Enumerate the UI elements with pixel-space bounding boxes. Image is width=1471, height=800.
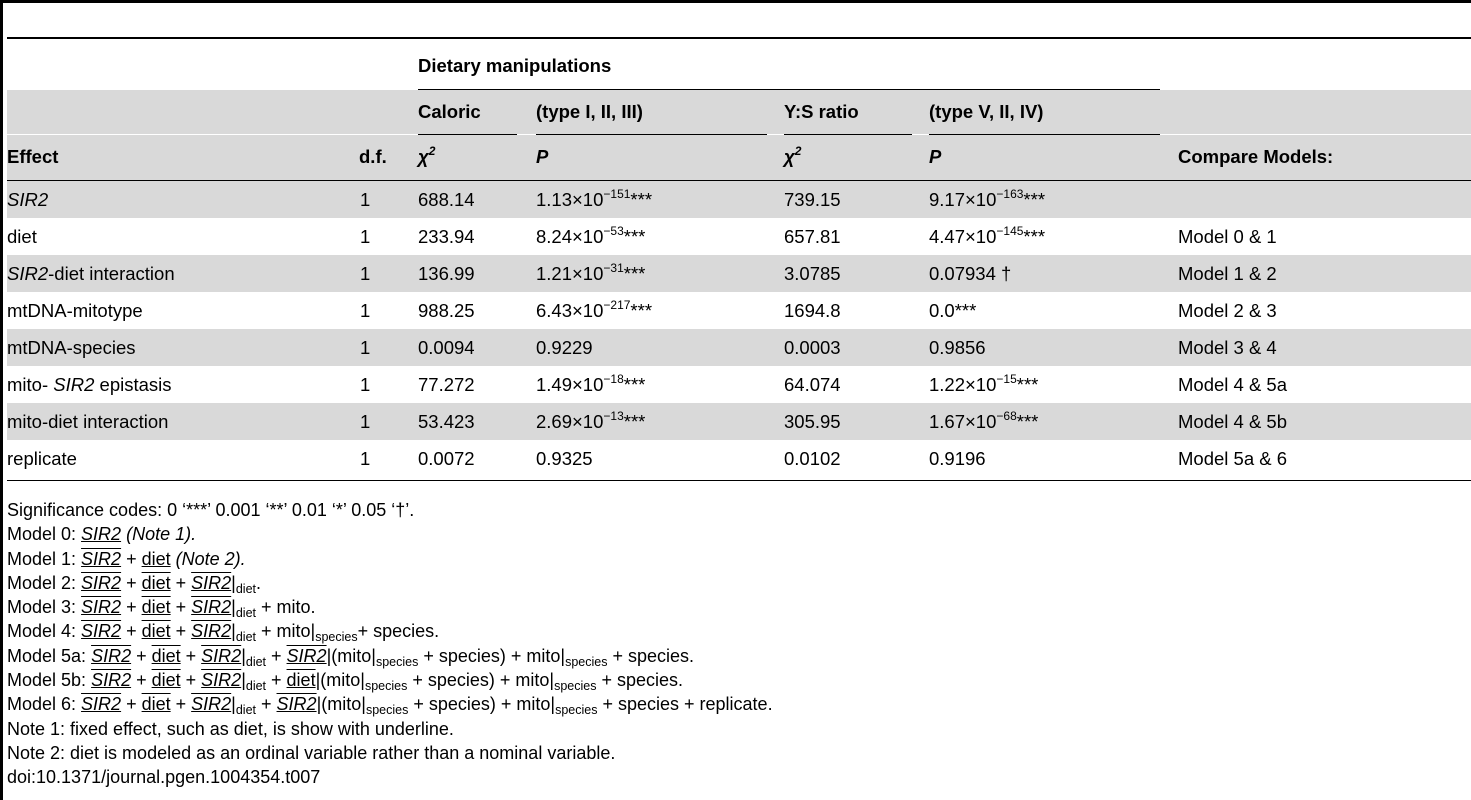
caloric-p-cell: $1.49\times 10^{-18}***$ (536, 372, 646, 395)
caloric-chi-cell: 0.0072 (418, 448, 475, 469)
caloric-chi-cell: 233.94 (418, 226, 475, 247)
compare-cell: Model 1 & 2 (1178, 263, 1277, 284)
table-bottom-rule (7, 480, 1471, 481)
ys-p-cell: $4.47\times 10^{-145}***$ (929, 224, 1046, 247)
df-cell: 1 (360, 189, 371, 210)
frame-top-border (0, 0, 1471, 3)
caloric-chi-cell: 988.25 (418, 300, 475, 321)
compare-cell: Model 4 & 5b (1178, 411, 1288, 432)
caloric-chi-cell: 0.0094 (418, 337, 475, 358)
group-label: Dietary manipulations (418, 55, 612, 76)
significance-note: Significance codes: 0 ‘***’ 0.001 ‘**’ 0.01 ‘*’ 0.05 ‘†’. (7, 500, 415, 520)
caloric-p-cell: $2.69\times 10^{-13}***$ (536, 409, 646, 432)
compare-header: Compare Models: (1178, 146, 1334, 167)
df-header: d.f. (359, 146, 387, 167)
ys-chi-cell: 64.074 (784, 374, 841, 395)
ys-p-cell: 0.0*** (929, 300, 977, 321)
table-row (7, 255, 1471, 292)
caloric-p-header: P (536, 146, 549, 167)
effect-cell: diet (7, 226, 37, 247)
table-row (7, 329, 1471, 366)
table-row (7, 403, 1471, 440)
caloric-chi-cell: 136.99 (418, 263, 475, 284)
ys-p-cell: $9.17\times 10^{-163}***$ (929, 187, 1046, 210)
df-cell: 1 (360, 337, 371, 358)
ys-p-cell: 0.9196 (929, 448, 986, 469)
df-cell: 1 (360, 263, 371, 284)
compare-cell: Model 4 & 5a (1178, 374, 1288, 395)
table-row (7, 440, 1471, 477)
model-2-note: Model 2: SIR2 + diet + $SIR2|_{diet}$. (7, 572, 262, 596)
compare-cell: Model 3 & 4 (1178, 337, 1277, 358)
note-1: Note 1: fixed effect, such as diet, is show with underline. (7, 718, 454, 739)
doi-link[interactable]: doi:10.1371/journal.pgen.1004354.t007 (7, 767, 321, 788)
ys-chi-cell: 0.0003 (784, 337, 841, 358)
table-footnotes (7, 498, 773, 790)
ys-chi-cell: 1694.8 (784, 300, 841, 321)
caloric-chi-cell: 688.14 (418, 189, 475, 210)
model-3-note: Model 3: SIR2 + diet + $SIR2|_{diet}$ + mito. (7, 597, 316, 621)
effect-cell: replicate (7, 448, 77, 469)
model-5a-note: Model 5a: SIR2 + diet + $SIR2|_{diet}$ + $SIR2|(mito|_{species}$ + species) + $mito|_{species}$ + species. (7, 645, 695, 669)
table-row (7, 366, 1471, 403)
effect-cell: SIR2 (7, 189, 49, 210)
effect-cell: SIR2-diet interaction (7, 263, 175, 284)
caloric-type-label: (type I, II, III) (536, 101, 643, 122)
df-cell: 1 (360, 226, 371, 247)
df-cell: 1 (360, 374, 371, 395)
compare-cell: Model 2 & 3 (1178, 300, 1277, 321)
caloric-p-cell: 0.9325 (536, 448, 593, 469)
model-5b-note: Model 5b: SIR2 + diet + $SIR2|_{diet}$ + $diet|(mito|_{species}$ + species) + $mito|_{species}$ + species. (7, 670, 684, 694)
caloric-p-cell: $1.21\times 10^{-31}***$ (536, 261, 646, 284)
effect-header: Effect (7, 146, 59, 167)
effect-cell: mito- SIR2 epistasis (7, 374, 172, 395)
caloric-chi-header: $\chi^2$ (418, 144, 436, 167)
model-6-note: Model 6: SIR2 + diet + $SIR2|_{diet}$ + $SIR2|(mito|_{species}$ + species) + $mito|_{species}$ + species + replicate. (7, 694, 773, 718)
caloric-p-cell: $8.24\times 10^{-53}***$ (536, 224, 646, 247)
caloric-label: Caloric (418, 101, 481, 122)
table-row (7, 292, 1471, 329)
ys-p-cell: $1.22\times 10^{-15}***$ (929, 372, 1039, 395)
ys-chi-cell: 657.81 (784, 226, 841, 247)
df-cell: 1 (360, 448, 371, 469)
ys-chi-header: $\chi^2$ (784, 144, 802, 167)
header-row-columns (7, 135, 1471, 180)
caloric-chi-cell: 77.272 (418, 374, 475, 395)
df-cell: 1 (360, 300, 371, 321)
effect-cell: mtDNA-species (7, 337, 136, 358)
df-cell: 1 (360, 411, 371, 432)
ys-p-cell: $1.67\times 10^{-68}***$ (929, 409, 1039, 432)
ys-chi-cell: 739.15 (784, 189, 841, 210)
ys-chi-cell: 305.95 (784, 411, 841, 432)
ys-chi-cell: 3.0785 (784, 263, 841, 284)
header-row-group (7, 47, 1471, 89)
caloric-chi-cell: 53.423 (418, 411, 475, 432)
compare-cell: Model 5a & 6 (1178, 448, 1288, 469)
header-row-types (7, 90, 1471, 134)
effect-cell: mtDNA-mitotype (7, 300, 143, 321)
ys-chi-cell: 0.0102 (784, 448, 841, 469)
model-4-note: Model 4: SIR2 + diet + $SIR2|_{diet}$ + $mito|_{species}+$ species. (7, 621, 440, 645)
model-1-note: Model 1: SIR2 + diet (Note 2). (7, 548, 246, 569)
ys-label: Y:S ratio (784, 101, 859, 122)
frame-left-border (0, 0, 3, 800)
effect-cell: mito-diet interaction (7, 411, 169, 432)
caloric-p-cell: 0.9229 (536, 337, 593, 358)
ys-p-header: P (929, 146, 942, 167)
ys-p-cell: 0.9856 (929, 337, 986, 358)
table-row (7, 218, 1471, 255)
ys-p-cell: 0.07934 † (929, 263, 1012, 284)
caloric-p-cell: $6.43\times 10^{-217}***$ (536, 298, 653, 321)
note-2: Note 2: diet is modeled as an ordinal variable rather than a nominal variable. (7, 742, 616, 763)
caloric-p-cell: $1.13\times 10^{-151}***$ (536, 187, 653, 210)
table-top-rule (7, 37, 1471, 39)
table-row (7, 181, 1471, 218)
compare-cell: Model 0 & 1 (1178, 226, 1277, 247)
model-0-note: Model 0: SIR2 (Note 1). (7, 524, 197, 545)
ys-type-label: (type V, II, IV) (929, 101, 1044, 122)
